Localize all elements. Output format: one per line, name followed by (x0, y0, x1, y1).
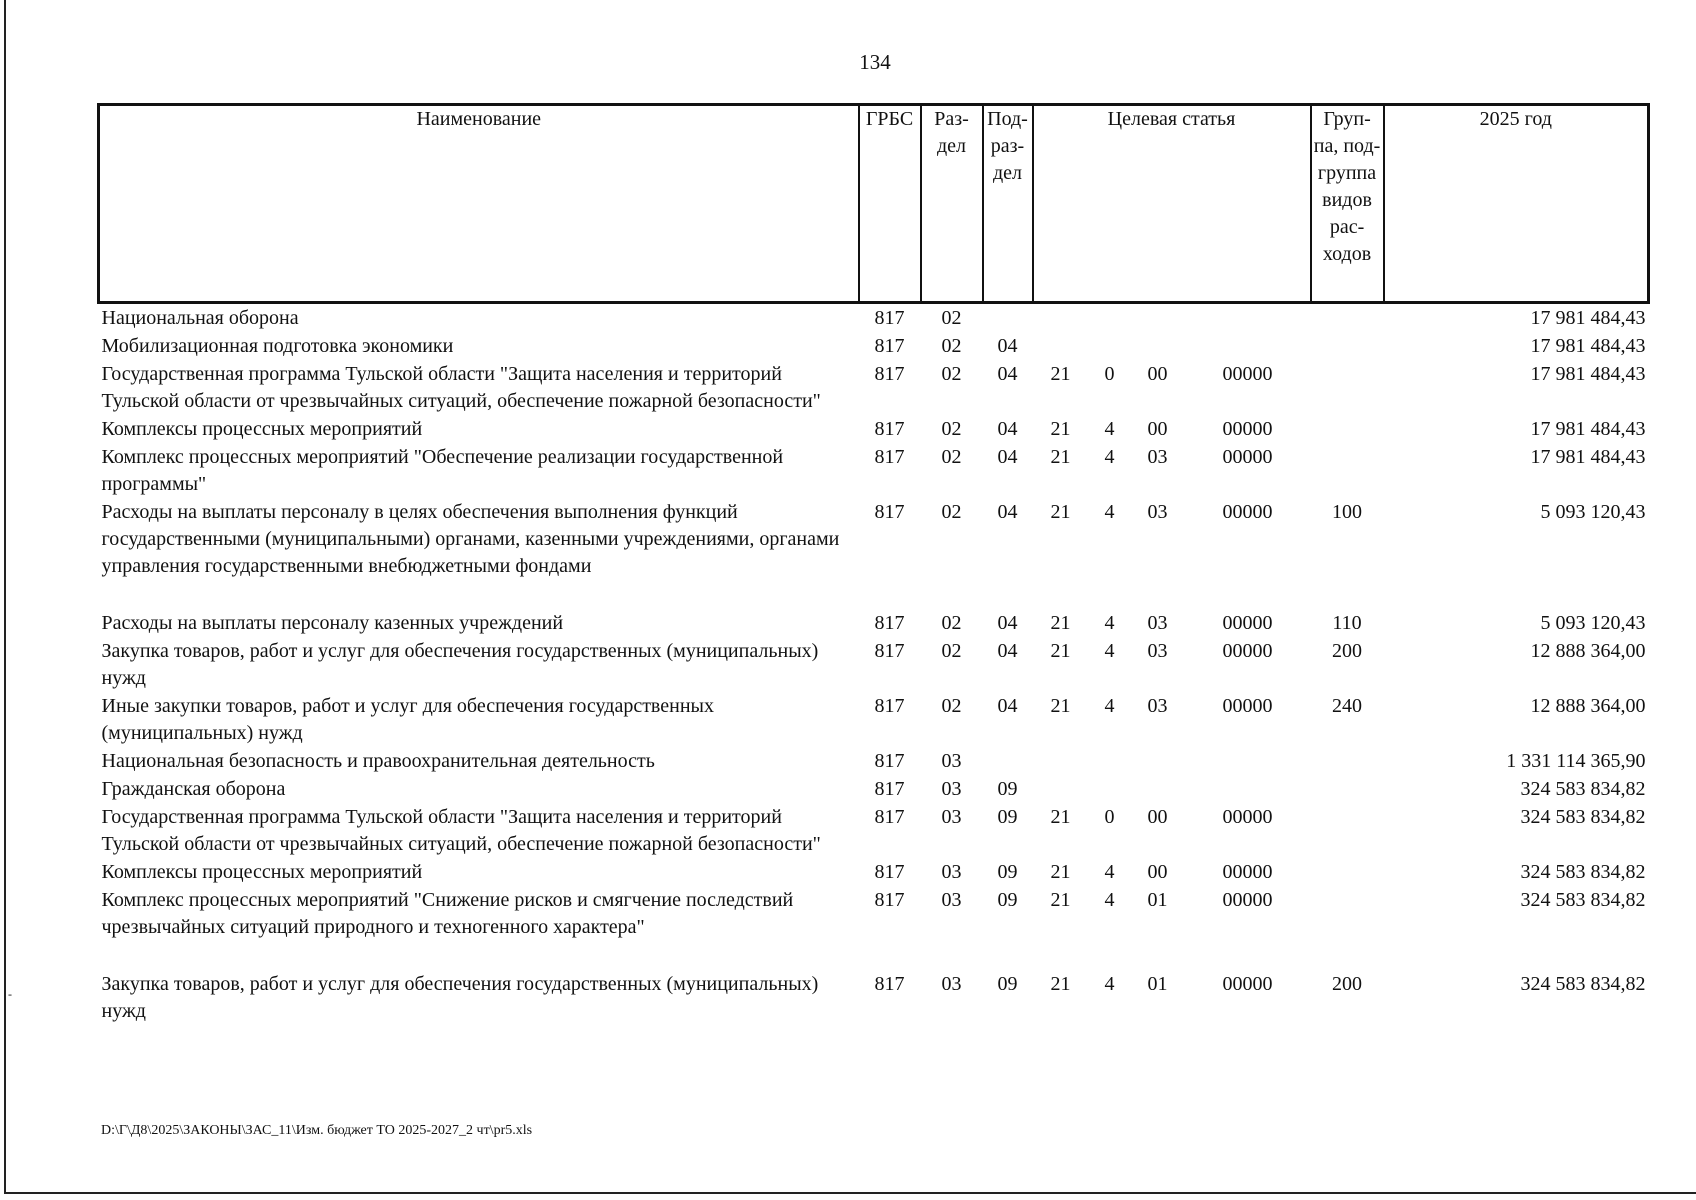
cell-target-direction: 00000 (1222, 612, 1273, 634)
cell-name: Гражданская оборона (101, 778, 286, 800)
cell-name: Расходы на выплаты персоналу в целях обеспечения выполнения функций государственными (муниципальными) органами, казенными учреждениями, органами управления государственными внебюджетными фондами (101, 501, 840, 577)
cell-expense-group: 100 (1332, 501, 1363, 523)
cell-target-program: 21 (1050, 640, 1071, 662)
cell-expense-group (1311, 747, 1384, 775)
page-number: 134 (859, 50, 891, 74)
cell-target-subprogram: 00 (1147, 363, 1168, 385)
cell-grbs: 817 (874, 612, 905, 634)
cell-target-subprogram (1131, 747, 1185, 775)
cell-target-type (1089, 332, 1131, 360)
cell-target-direction: 00000 (1222, 640, 1273, 662)
table-row (99, 609, 1649, 637)
cell-razdel: 03 (941, 861, 962, 883)
cell-target-direction (1185, 332, 1311, 360)
edge-mark: - (8, 987, 12, 1001)
cell-target-program: 21 (1050, 973, 1071, 995)
header-razdel: Раз- дел (921, 105, 983, 303)
cell-name: Национальная оборона (101, 307, 299, 329)
cell-target-direction (1185, 775, 1311, 803)
cell-name: Национальная безопасность и правоохранительная деятельность (101, 750, 655, 772)
cell-amount: 324 583 834,82 (1520, 806, 1646, 828)
cell-target-subprogram: 01 (1147, 973, 1168, 995)
cell-amount: 17 981 484,43 (1530, 446, 1646, 468)
cell-amount: 5 093 120,43 (1540, 612, 1646, 634)
cell-grbs: 817 (874, 640, 905, 662)
cell-expense-group (1311, 858, 1384, 886)
cell-podrazdel: 04 (997, 418, 1018, 440)
cell-amount: 12 888 364,00 (1530, 640, 1646, 662)
cell-podrazdel: 04 (997, 695, 1018, 717)
cell-podrazdel (983, 747, 1033, 775)
cell-name: Комплексы процессных мероприятий (101, 418, 423, 440)
cell-grbs: 817 (874, 363, 905, 385)
cell-target-program: 21 (1050, 363, 1071, 385)
cell-target-direction: 00000 (1222, 501, 1273, 523)
cell-target-program (1033, 332, 1089, 360)
cell-expense-group: 110 (1332, 612, 1362, 634)
cell-amount: 324 583 834,82 (1520, 889, 1646, 911)
cell-grbs: 817 (874, 501, 905, 523)
footer-file-path: D:\Г\Д8\2025\ЗАКОНЫ\ЗАС_11\Изм. бюджет ТО 2025-2027_2 чт\pr5.xls (101, 1123, 533, 1138)
cell-grbs: 817 (874, 418, 905, 440)
cell-expense-group (1311, 886, 1384, 970)
cell-grbs: 817 (874, 307, 905, 329)
cell-razdel: 02 (941, 335, 962, 357)
cell-podrazdel: 09 (997, 889, 1018, 911)
cell-razdel: 03 (941, 806, 962, 828)
cell-razdel: 02 (941, 446, 962, 468)
cell-grbs: 817 (874, 750, 905, 772)
header-year: 2025 год (1384, 105, 1649, 303)
cell-target-direction: 00000 (1222, 973, 1273, 995)
table-row (99, 637, 1649, 692)
cell-target-program: 21 (1050, 695, 1071, 717)
cell-razdel: 03 (941, 973, 962, 995)
table-row (99, 803, 1649, 858)
cell-target-direction: 00000 (1222, 363, 1273, 385)
cell-target-type: 4 (1104, 446, 1115, 468)
cell-amount: 324 583 834,82 (1520, 778, 1646, 800)
cell-grbs: 817 (874, 861, 905, 883)
cell-podrazdel: 09 (997, 778, 1018, 800)
cell-expense-group (1311, 415, 1384, 443)
table-row (99, 332, 1649, 360)
cell-target-subprogram: 00 (1147, 861, 1168, 883)
cell-target-type (1089, 303, 1131, 333)
cell-target-type: 4 (1104, 861, 1115, 883)
cell-podrazdel: 04 (997, 335, 1018, 357)
table-row (99, 303, 1649, 333)
table-row (99, 443, 1649, 498)
cell-expense-group: 240 (1332, 695, 1363, 717)
cell-target-direction: 00000 (1222, 446, 1273, 468)
cell-target-program: 21 (1050, 501, 1071, 523)
cell-expense-group (1311, 775, 1384, 803)
cell-name: Закупка товаров, работ и услуг для обеспечения государственных (муниципальных) нужд (101, 640, 819, 689)
cell-podrazdel: 04 (997, 363, 1018, 385)
cell-amount: 17 981 484,43 (1530, 418, 1646, 440)
cell-target-direction (1185, 303, 1311, 333)
cell-target-type: 4 (1104, 695, 1115, 717)
cell-target-program (1033, 747, 1089, 775)
cell-razdel: 03 (941, 778, 962, 800)
cell-grbs: 817 (874, 806, 905, 828)
cell-podrazdel: 09 (997, 973, 1018, 995)
cell-target-subprogram: 03 (1147, 612, 1168, 634)
cell-expense-group (1311, 803, 1384, 858)
cell-target-subprogram (1131, 303, 1185, 333)
cell-expense-group (1311, 443, 1384, 498)
cell-target-program: 21 (1050, 446, 1071, 468)
cell-amount: 17 981 484,43 (1530, 335, 1646, 357)
cell-target-program: 21 (1050, 889, 1071, 911)
cell-amount: 324 583 834,82 (1520, 861, 1646, 883)
cell-grbs: 817 (874, 889, 905, 911)
cell-name: Закупка товаров, работ и услуг для обеспечения государственных (муниципальных) нужд (101, 973, 819, 1022)
cell-target-type (1089, 747, 1131, 775)
cell-expense-group (1311, 360, 1384, 415)
table-row (99, 360, 1649, 415)
cell-target-type: 4 (1104, 418, 1115, 440)
cell-target-direction: 00000 (1222, 695, 1273, 717)
table-header-row (99, 105, 1649, 303)
cell-target-direction: 00000 (1222, 418, 1273, 440)
page-border-left (4, 0, 6, 1193)
cell-name: Мобилизационная подготовка экономики (101, 335, 454, 357)
cell-name: Государственная программа Тульской области "Защита населения и территорий Тульской области от чрезвычайных ситуаций, обеспечение пожарной безопасности" (101, 363, 821, 412)
cell-target-type: 4 (1104, 973, 1115, 995)
cell-expense-group: 200 (1332, 973, 1363, 995)
cell-amount: 17 981 484,43 (1530, 307, 1646, 329)
cell-target-type: 4 (1104, 640, 1115, 662)
table-row (99, 886, 1649, 970)
cell-razdel: 02 (941, 363, 962, 385)
cell-grbs: 817 (874, 335, 905, 357)
cell-target-program: 21 (1050, 612, 1071, 634)
cell-podrazdel: 09 (997, 861, 1018, 883)
cell-target-subprogram (1131, 332, 1185, 360)
cell-podrazdel (983, 303, 1033, 333)
cell-razdel: 02 (941, 612, 962, 634)
cell-razdel: 02 (941, 418, 962, 440)
cell-target-program: 21 (1050, 418, 1071, 440)
cell-amount: 324 583 834,82 (1520, 973, 1646, 995)
header-name: Наименование (99, 105, 859, 303)
cell-name: Комплекс процессных мероприятий "Обеспечение реализации государственной программы" (101, 446, 784, 495)
cell-grbs: 817 (874, 973, 905, 995)
cell-target-program: 21 (1050, 806, 1071, 828)
cell-grbs: 817 (874, 778, 905, 800)
cell-target-subprogram: 01 (1147, 889, 1168, 911)
cell-grbs: 817 (874, 695, 905, 717)
table-row (99, 692, 1649, 747)
cell-amount: 1 331 114 365,90 (1506, 750, 1646, 772)
cell-target-subprogram (1131, 775, 1185, 803)
cell-name: Иные закупки товаров, работ и услуг для обеспечения государственных (муниципальных) нужд (101, 695, 714, 744)
cell-target-subprogram: 03 (1147, 501, 1168, 523)
cell-target-subprogram: 00 (1147, 418, 1168, 440)
cell-razdel: 02 (941, 501, 962, 523)
cell-name: Государственная программа Тульской области "Защита населения и территорий Тульской области от чрезвычайных ситуаций, обеспечение пожарной безопасности" (101, 806, 821, 855)
cell-target-direction (1185, 747, 1311, 775)
cell-target-subprogram: 03 (1147, 446, 1168, 468)
cell-target-type: 4 (1104, 889, 1115, 911)
cell-razdel: 03 (941, 889, 962, 911)
cell-target-type: 4 (1104, 501, 1115, 523)
table-row (99, 747, 1649, 775)
cell-razdel: 03 (941, 750, 962, 772)
budget-table (97, 103, 1650, 1025)
cell-amount: 17 981 484,43 (1530, 363, 1646, 385)
cell-target-direction: 00000 (1222, 889, 1273, 911)
cell-podrazdel: 04 (997, 501, 1018, 523)
cell-target-type: 0 (1104, 363, 1115, 385)
header-grbs: ГРБС (859, 105, 921, 303)
table-row (99, 858, 1649, 886)
cell-expense-group (1311, 303, 1384, 333)
cell-amount: 12 888 364,00 (1530, 695, 1646, 717)
header-target-article: Целевая статья (1033, 105, 1311, 303)
cell-target-program: 21 (1050, 861, 1071, 883)
table-row (99, 775, 1649, 803)
cell-target-type (1089, 775, 1131, 803)
cell-target-type: 4 (1104, 612, 1115, 634)
table-row (99, 498, 1649, 609)
cell-razdel: 02 (941, 307, 962, 329)
table-body (99, 303, 1649, 1026)
cell-target-type: 0 (1104, 806, 1115, 828)
cell-podrazdel: 09 (997, 806, 1018, 828)
table-row (99, 970, 1649, 1025)
cell-razdel: 02 (941, 695, 962, 717)
cell-target-direction: 00000 (1222, 861, 1273, 883)
cell-expense-group (1311, 332, 1384, 360)
cell-expense-group: 200 (1332, 640, 1363, 662)
cell-name: Комплекс процессных мероприятий "Снижение рисков и смягчение последствий чрезвычайных ситуаций природного и техногенного характера" (101, 889, 794, 938)
cell-name: Расходы на выплаты персоналу казенных учреждений (101, 612, 564, 634)
cell-grbs: 817 (874, 446, 905, 468)
table-row (99, 415, 1649, 443)
cell-podrazdel: 04 (997, 446, 1018, 468)
cell-target-subprogram: 03 (1147, 640, 1168, 662)
cell-amount: 5 093 120,43 (1540, 501, 1646, 523)
header-expense-group: Груп- па, под- группа видов рас- ходов (1311, 105, 1384, 303)
cell-podrazdel: 04 (997, 612, 1018, 634)
cell-target-program (1033, 775, 1089, 803)
cell-target-direction: 00000 (1222, 806, 1273, 828)
cell-name: Комплексы процессных мероприятий (101, 861, 423, 883)
header-podrazdel: Под- раз- дел (983, 105, 1033, 303)
cell-target-subprogram: 00 (1147, 806, 1168, 828)
cell-podrazdel: 04 (997, 640, 1018, 662)
page-border-bottom (4, 1192, 1696, 1194)
cell-target-subprogram: 03 (1147, 695, 1168, 717)
cell-razdel: 02 (941, 640, 962, 662)
cell-target-program (1033, 303, 1089, 333)
